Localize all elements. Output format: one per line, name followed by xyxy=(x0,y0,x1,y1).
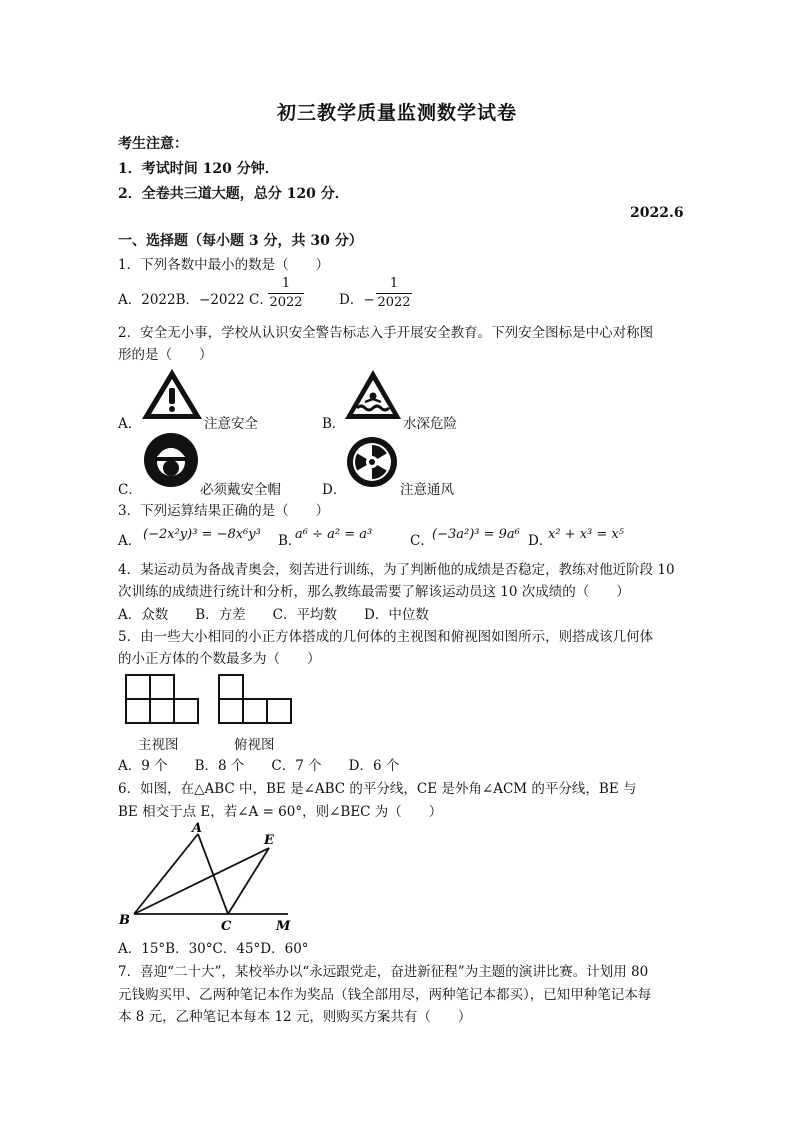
q3-option-a-letter: A． xyxy=(118,533,142,549)
q2-stem-line-2: 形的是（ ） xyxy=(118,347,213,363)
safety-helmet-icon xyxy=(143,432,199,488)
q3-option-c-letter: C． xyxy=(410,533,434,549)
q3-expression-a: (−2x²y)³ = −8x⁶y³ xyxy=(143,527,261,542)
q7-stem-line-2: 元钱购买甲、乙两种笔记本作为奖品（钱全部用尽，两种笔记本都买），已知甲种笔记本每 xyxy=(118,987,652,1003)
q2-option-c-label: 必须戴安全帽 xyxy=(200,482,281,498)
q1-fraction-d xyxy=(376,276,412,311)
q1-fraction-d-numerator: 1 xyxy=(389,276,399,291)
q2-option-a-label: 注意安全 xyxy=(204,416,258,432)
page-title: 初三教学质量监测数学试卷 xyxy=(276,102,517,124)
q6-options: A．15°B．30°C．45°D．60° xyxy=(118,941,309,957)
triangle-figure xyxy=(116,820,298,935)
q1-fraction-c xyxy=(268,276,304,311)
section-heading-choice: 一、选择题（每小题 3 分，共 30 分） xyxy=(118,233,363,249)
q7-stem-line-1: 7．喜迎“二十大”，某校举办以“永远跟党走，奋进新征程”为主题的演讲比赛。计划用 80 xyxy=(118,964,649,980)
q1-fraction-c-numerator: 1 xyxy=(281,276,291,291)
q7-stem-line-3: 本 8 元，乙种笔记本每本 12 元，则购买方案共有（ ） xyxy=(118,1009,472,1025)
front-view-label: 主视图 xyxy=(138,737,179,753)
ventilation-fan-icon xyxy=(346,436,398,488)
point-b-label: B xyxy=(119,913,130,928)
q1-fraction-d-denominator: 2022 xyxy=(377,295,411,310)
q2-option-d-label: 注意通风 xyxy=(400,482,454,498)
top-view-label: 俯视图 xyxy=(234,737,275,753)
q3-expression-b: a⁶ ÷ a² = a³ xyxy=(295,527,373,542)
warning-triangle-icon xyxy=(140,366,204,422)
q3-expression-c: (−3a²)³ = 9a⁶ xyxy=(432,527,520,542)
q1-option-d: D．− xyxy=(339,292,375,308)
q6-stem-line-2: BE 相交于点 E，若∠A = 60°，则∠BEC 为（ ） xyxy=(118,804,443,820)
front-view-figure xyxy=(125,674,200,724)
point-m-label: M xyxy=(276,919,291,934)
top-view-figure xyxy=(218,674,293,724)
deep-water-warning-icon xyxy=(343,368,403,422)
notice-line-2: 2．全卷共三道大题，总分 120 分． xyxy=(118,186,349,202)
q1-options-ab: A．2022B．−2022 C． xyxy=(118,292,273,308)
q3-option-b-letter: B． xyxy=(278,533,302,549)
q1-stem: 1．下列各数中最小的数是（ ） xyxy=(118,257,330,273)
notice-line-1: 1．考试时间 120 分钟． xyxy=(118,161,279,177)
exam-date: 2022.6 xyxy=(630,205,684,221)
fraction-bar xyxy=(268,293,304,294)
q2-option-d-letter: D． xyxy=(322,482,347,498)
q4-options: A．众数 B．方差 C．平均数 D．中位数 xyxy=(118,607,429,623)
q3-option-d-letter: D． xyxy=(528,533,553,549)
q4-stem-line-2: 次训练的成绩进行统计和分析，那么教练最需要了解该运动员这 10 次成绩的（ ） xyxy=(118,584,630,600)
q2-option-a-letter: A． xyxy=(118,416,142,432)
q5-options: A．9 个 B．8 个 C．7 个 D．6 个 xyxy=(118,758,400,774)
q6-stem-line-1: 6．如图，在△ABC 中，BE 是∠ABC 的平分线，CE 是外角∠ACM 的平分线，BE 与 xyxy=(118,781,637,797)
q3-expression-d: x² + x³ = x⁵ xyxy=(548,527,624,542)
q2-option-b-letter: B． xyxy=(322,416,346,432)
q2-option-b-label: 水深危险 xyxy=(403,416,457,432)
point-c-label: C xyxy=(221,919,232,934)
q2-stem-line-1: 2．安全无小事，学校从认识安全警告标志入手开展安全教育。下列安全图标是中心对称图 xyxy=(118,325,654,341)
fraction-bar xyxy=(376,293,412,294)
notice-heading: 考生注意： xyxy=(118,136,188,152)
q5-stem-line-2: 的小正方体的个数最多为（ ） xyxy=(118,651,321,667)
q4-stem-line-1: 4．某运动员为备战青奥会，刻苦进行训练，为了判断他的成绩是否稳定，教练对他近阶段 10 xyxy=(118,562,675,578)
q5-stem-line-1: 5．由一些大小相同的小正方体搭成的几何体的主视图和俯视图如图所示，则搭成该几何体 xyxy=(118,629,654,645)
q2-option-c-letter: C． xyxy=(118,482,142,498)
q1-fraction-c-denominator: 2022 xyxy=(269,295,303,310)
q3-stem: 3．下列运算结果正确的是（ ） xyxy=(118,503,330,519)
point-a-label: A xyxy=(192,821,203,836)
point-e-label: E xyxy=(264,833,274,848)
